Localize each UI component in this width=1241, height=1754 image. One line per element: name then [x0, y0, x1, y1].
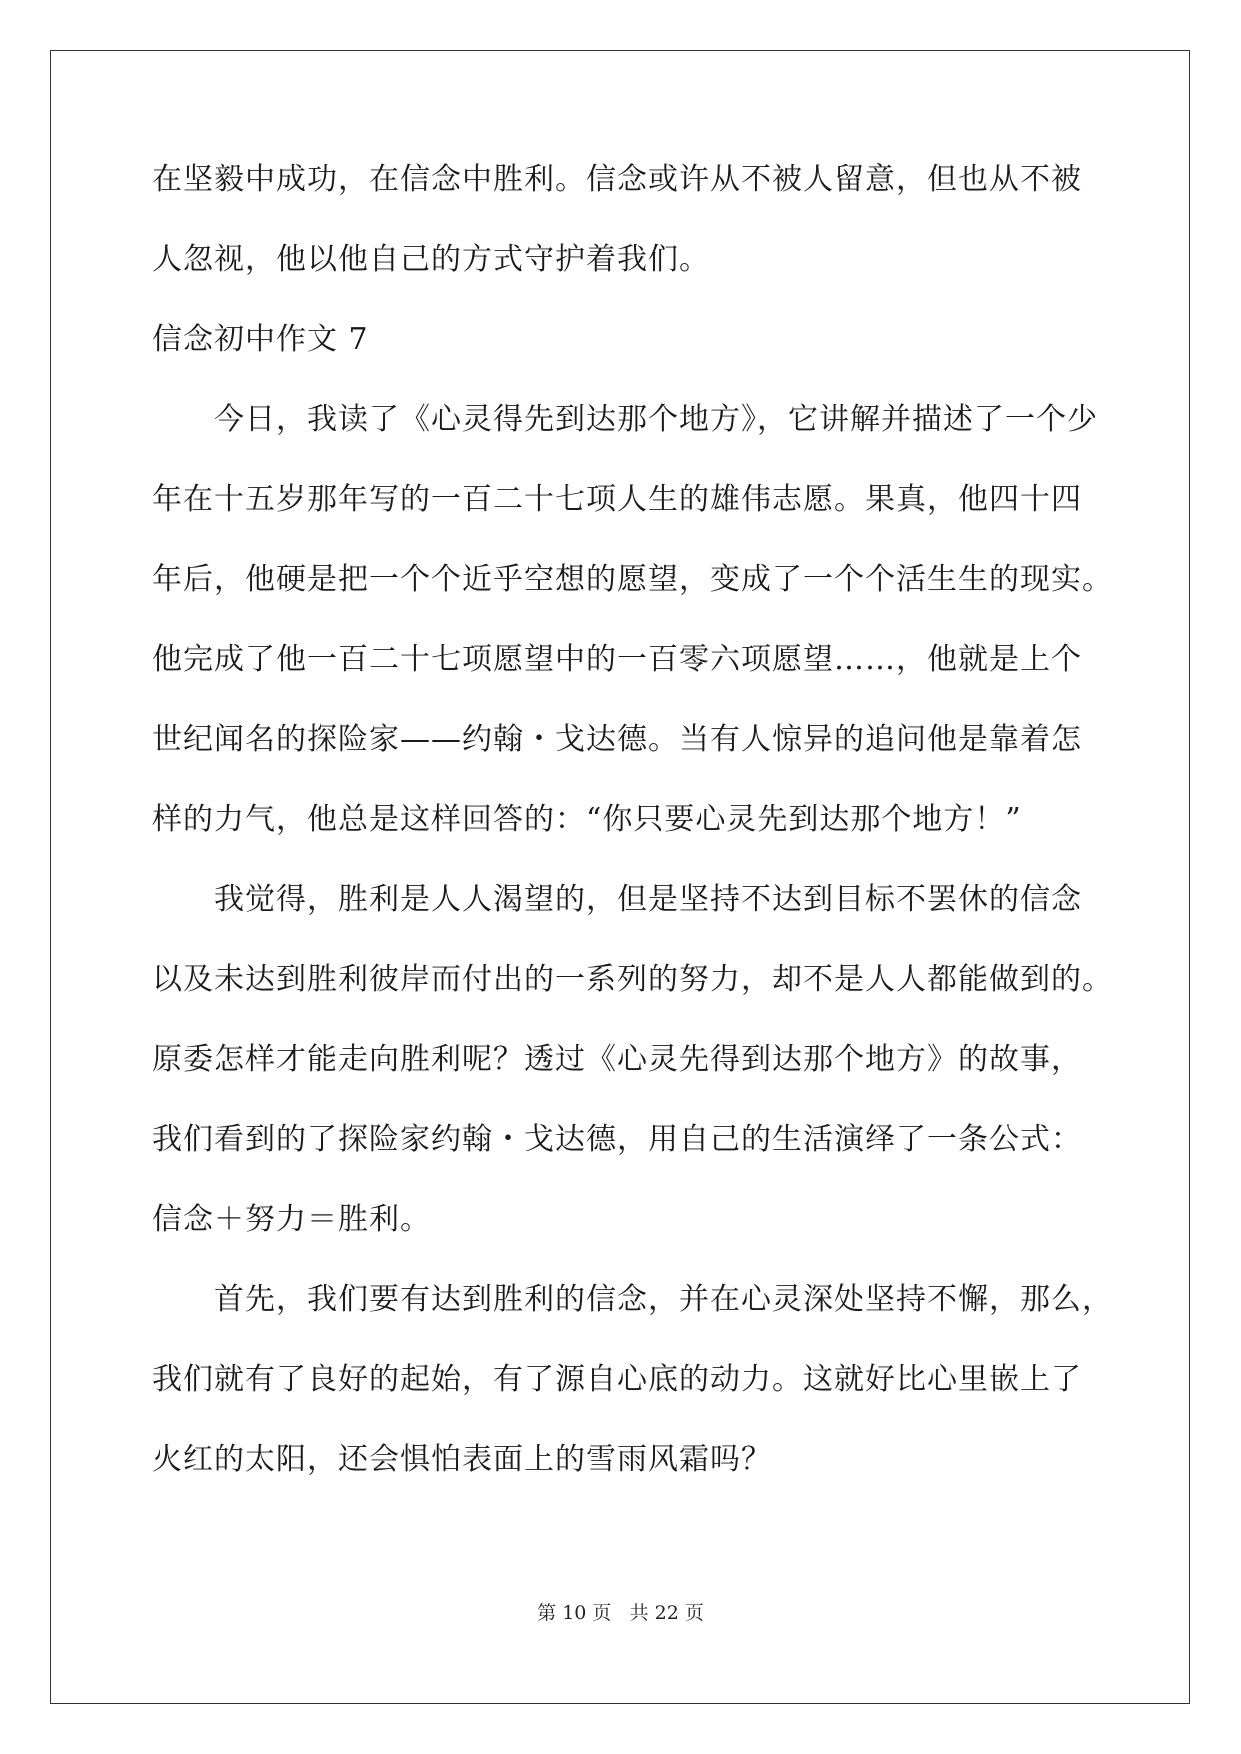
paragraph-line: 原委怎样才能走向胜利呢？透过《心灵先得到达那个地方》的故事，: [152, 1042, 1082, 1077]
paragraph-line: 今日，我读了《心灵得先到达那个地方》，它讲解并描述了一个少: [214, 402, 1098, 437]
paragraph-line: 样的力气，他总是这样回答的：“你只要心灵先到达那个地方！”: [152, 802, 1022, 837]
paragraph-line: 我们就有了良好的起始，有了源自心底的动力。这就好比心里嵌上了: [152, 1362, 1082, 1397]
paragraph-line: 年在十五岁那年写的一百二十七项人生的雄伟志愿。果真，他四十四: [152, 482, 1082, 517]
paragraph-line: 我觉得，胜利是人人渴望的，但是坚持不达到目标不罢休的信念: [214, 882, 1082, 917]
paragraph-line: 世纪闻名的探险家——约翰・戈达德。当有人惊异的追问他是靠着怎: [152, 722, 1082, 757]
page-number: 第 10 页: [537, 1602, 612, 1624]
page-footer: [0, 1598, 1241, 1625]
paragraph-line: 火红的太阳，还会惧怕表面上的雪雨风霜吗？: [152, 1442, 772, 1477]
paragraph-line: 我们看到的了探险家约翰・戈达德，用自己的生活演绎了一条公式：: [152, 1122, 1082, 1157]
paragraph-line: 人忽视，他以他自己的方式守护着我们。: [152, 242, 710, 277]
page-total: 共 22 页: [629, 1602, 704, 1624]
paragraph-line: 在坚毅中成功，在信念中胜利。信念或许从不被人留意，但也从不被: [152, 162, 1082, 197]
paragraph-line: 信念＋努力＝胜利。: [152, 1202, 431, 1237]
document-body: [152, 160, 1113, 1520]
paragraph-line: 他完成了他一百二十七项愿望中的一百零六项愿望……，他就是上个: [152, 642, 1082, 677]
paragraph-line: 年后，他硬是把一个个近乎空想的愿望，变成了一个个活生生的现实。: [152, 562, 1113, 597]
paragraph-line: 首先，我们要有达到胜利的信念，并在心灵深处坚持不懈，那么，: [214, 1282, 1113, 1317]
paragraph-line: 以及未达到胜利彼岸而付出的一系列的努力，却不是人人都能做到的。: [152, 962, 1113, 997]
section-heading: 信念初中作文 7: [152, 322, 369, 357]
